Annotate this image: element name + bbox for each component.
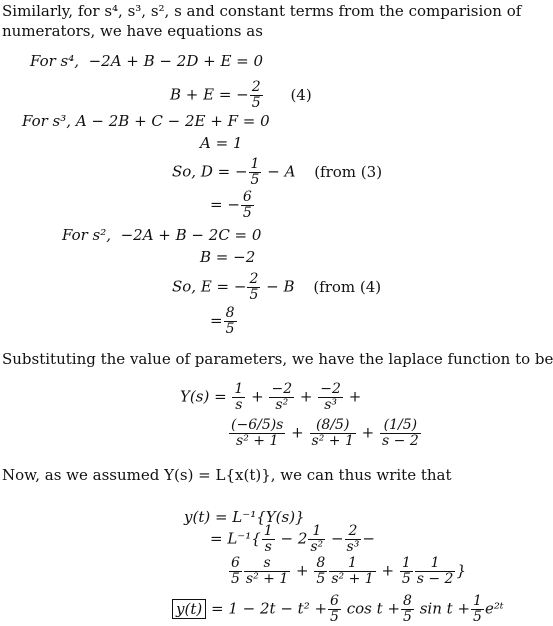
fraction: $\frac{1}{s}$ — [234, 381, 244, 413]
eq-label: For s³, — [22, 112, 72, 130]
now-text: Now, as we assumed Y(s) = L{x(t)}, we can thus write that — [2, 466, 452, 484]
fraction: $\frac{6}{5}$ — [330, 593, 339, 625]
eq-lhs: = − — [210, 195, 240, 214]
yt-line-1: y(t) = L⁻¹{Y(s)} — [184, 508, 305, 526]
eq-d-value — [210, 190, 255, 221]
fraction: $\frac{1}{5}$ — [250, 156, 260, 188]
fraction: $\frac{2}{5}$ — [251, 79, 261, 111]
fraction: $\frac{(1/5)}{s - 2}$ — [382, 417, 419, 449]
eq-e — [172, 272, 381, 303]
eq-s3 — [22, 112, 270, 130]
eq-e-value — [210, 306, 238, 337]
eq-label: For s², — [62, 226, 112, 244]
fraction: $\frac{-2}{\text{s²}}$ — [271, 381, 293, 413]
eq-tag: (4) — [290, 85, 312, 104]
substitution-text: Substituting the value of parameters, we have the laplace function to be — [2, 350, 553, 368]
intro-line-2: numerators, we have equations as — [2, 22, 263, 40]
eq-b-plus-e — [170, 80, 312, 111]
ys-line-2: $\frac{(-6/5)s}{\text{s² + 1}}$ + $\frac{(8/5)}{\text{s² + 1}}$ + $\frac{(1/5)}{s - 2}$ — [231, 417, 419, 449]
fraction: $\frac{(-6/5)s}{\text{s² + 1}}$ — [231, 417, 284, 449]
eq-lhs: B + E = − — [170, 85, 249, 104]
fraction: $\frac{6}{5}$ — [242, 189, 252, 221]
yt-line-2: = L⁻¹{ $\frac{1}{s}$ − 2 $\frac{1}{\text{s²}}$ − $\frac{2}{\text{s³}}$ − — [210, 523, 375, 555]
eq-body: A − 2B + C − 2E + F = 0 — [75, 112, 270, 130]
eq-b: B = −2 — [200, 248, 256, 266]
eq-lhs: So, E = − — [172, 277, 247, 296]
eq-s4 — [30, 52, 263, 70]
yt-line-3: $\frac{6}{5}$ $\frac{s}{\text{s² + 1}}$ + $\frac{8}{5}$ $\frac{1}{\text{s² + 1}}$ + $\frac{1}{5}$ $\frac{1}{s - 2}$ } — [231, 555, 467, 587]
eq-tag: (from (3) — [314, 162, 383, 181]
eq-s2 — [62, 226, 261, 244]
eq-body: −2A + B − 2D + E = 0 — [88, 52, 264, 70]
fraction: $\frac{1}{s}$ — [263, 523, 273, 555]
fraction: $\frac{1}{s - 2}$ — [416, 555, 454, 587]
fraction: $\frac{1}{\text{s²}}$ — [310, 523, 324, 555]
boxed-answer: y(t) — [172, 599, 206, 619]
fraction: $\frac{2}{5}$ — [249, 271, 259, 303]
eq-lhs: So, D = − — [172, 162, 248, 181]
fraction: $\frac{(8/5)}{\text{s² + 1}}$ — [311, 417, 354, 449]
ys-lhs: Y(s) = — [180, 387, 227, 406]
eq-d — [172, 157, 382, 188]
fraction: $\frac{s}{\text{s² + 1}}$ — [245, 555, 289, 587]
fraction: $\frac{1}{\text{s² + 1}}$ — [331, 555, 374, 587]
yt-line-4: y(t) = 1 − 2t − t² + $\frac{6}{5}$ cos t + $\frac{8}{5}$ sin t + $\frac{1}{5}$ e²ᵗ — [172, 594, 504, 625]
eq-a: A = 1 — [200, 134, 243, 152]
eq-rest: − B — [266, 277, 295, 296]
fraction: $\frac{8}{5}$ — [316, 555, 326, 587]
eq-rest: − A — [267, 162, 296, 181]
eq-label: For s⁴, — [30, 52, 80, 70]
fraction: $\frac{2}{\text{s³}}$ — [346, 523, 360, 555]
eq-body: −2A + B − 2C = 0 — [120, 226, 262, 244]
fraction: $\frac{-2}{\text{s³}}$ — [320, 381, 341, 413]
fraction: $\frac{8}{5}$ — [403, 593, 412, 625]
fraction: $\frac{8}{5}$ — [225, 305, 235, 337]
intro-line-1: Similarly, for s⁴, s³, s², s and constant terms from the comparision of — [2, 2, 522, 20]
fraction: $\frac{1}{5}$ — [473, 593, 482, 625]
fraction: $\frac{1}{5}$ — [401, 555, 411, 587]
eq-tag: (from (4) — [313, 277, 382, 296]
eq-lhs: = — [210, 311, 223, 330]
ys-line-1: Y(s) = $\frac{1}{s}$ + $\frac{-2}{\text{s²}}$ + $\frac{-2}{\text{s³}}$ + — [180, 381, 362, 413]
fraction: $\frac{6}{5}$ — [231, 555, 240, 587]
